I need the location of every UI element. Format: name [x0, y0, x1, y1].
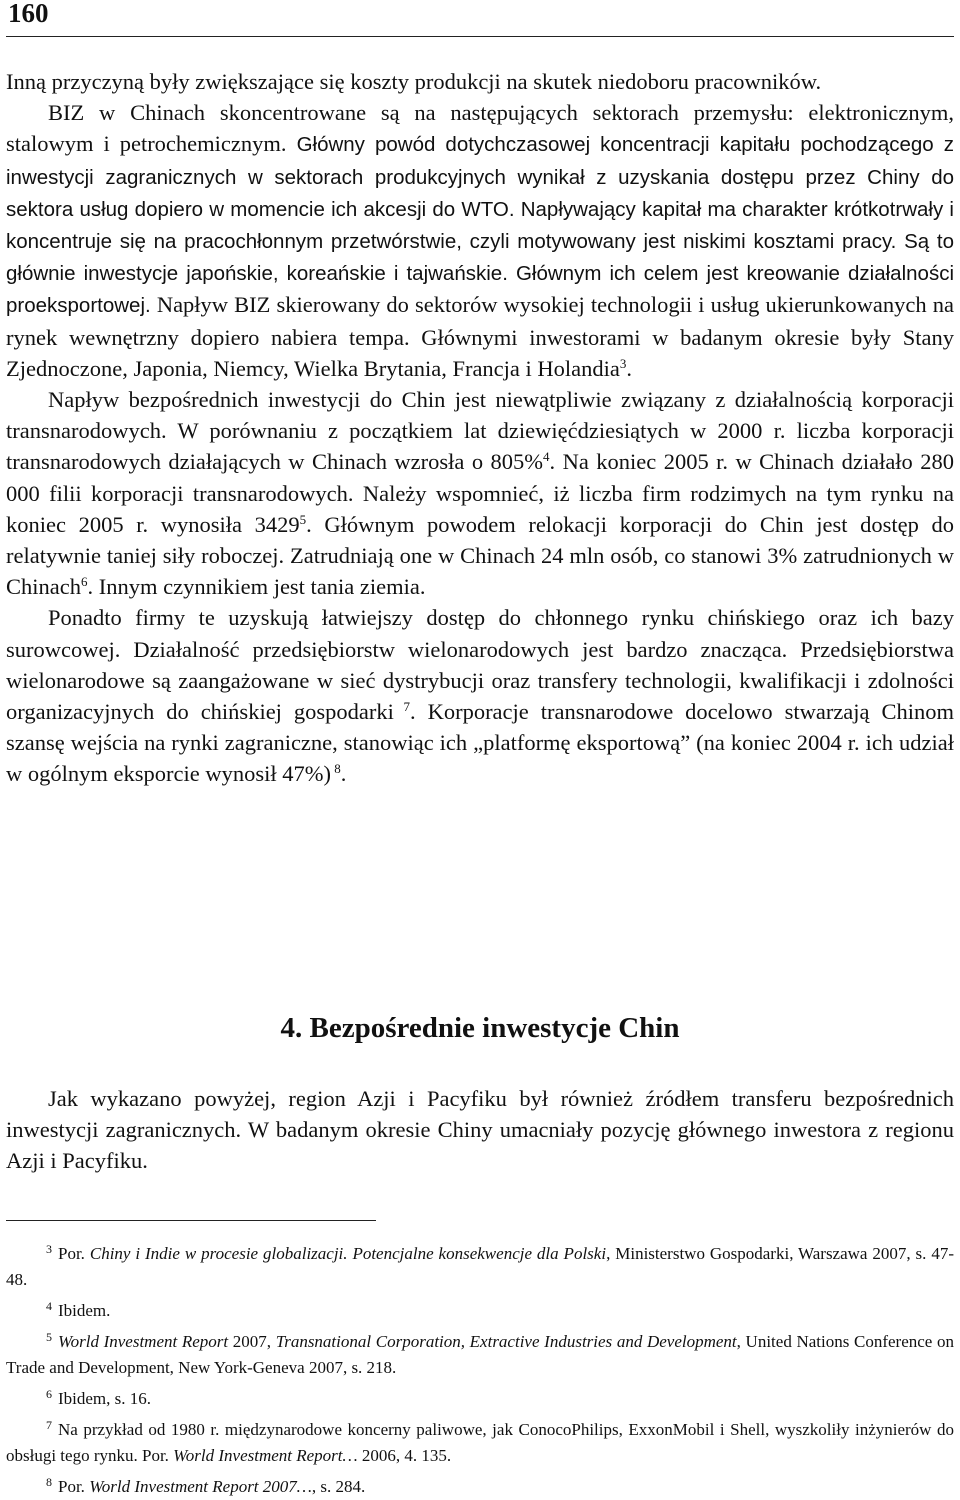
paragraph-4-text-b: . Korporacje transnarodowe docelowo stwarzają Chinom szansę wejścia na rynki zagraniczne, stanowiąc ich „platformę eksportową” (na koniec 2004 r. ich udział w ogólnym eksporcie wynosił 47%): [6, 699, 955, 787]
footnote-text: Por.: [58, 1477, 90, 1496]
footnote-text: 2007,: [228, 1332, 276, 1351]
footnote-title: World Investment Report 2007…: [89, 1477, 312, 1496]
paragraph-2-text-d: Napływający kapitał ma charakter krótkotrwały i koncentruje się na pracochłonnym przetwórstwie, czyli motywowany jest niskimi kosztami pracy. Są to głównie inwestycje japońskie, koreańskie i tajwańskie. Głównym ich celem jest kreowanie działalności proeksportowej.: [6, 197, 954, 318]
footnotes: [6, 1236, 954, 1500]
paragraph-3-text-b: . Na koniec 2005 r. w Chinach działało 280 000 filii korporacji transnarodowych. Należy wspomnieć, iż liczba firm rodzimych na tym rynku na koniec 2005 r. wynosiła 3429: [6, 449, 955, 537]
paragraph-2-text-a: BIZ w Chinach skoncentrowane są na następujących sektorach przemysłu: elektronicznym, stalowym i petrochemicznym.: [6, 100, 954, 157]
footnote-ref-8[interactable]: 8: [330, 761, 341, 777]
paragraph-3-text-c: . Głównym powodem relokacji korporacji do Chin jest dostęp do relatywnie taniej siły roboczej. Zatrudniają one w Chinach 24 mln osób, co stanowi 3% zatrudnionych w Chinach: [6, 511, 954, 600]
footnote-text: 2006, 4. 135.: [357, 1446, 452, 1465]
page-number: 160: [8, 0, 49, 28]
paragraph-2: [6, 97, 954, 384]
paragraph-2-end: .: [626, 355, 633, 381]
footnote-number: 3: [46, 1242, 52, 1256]
section-heading: 4. Bezpośrednie inwestycje Chin: [280, 1012, 680, 1044]
paragraph-3-text-a: Napływ bezpośrednich inwestycji do Chin jest niewątpliwie związany z działalnością korporacji transnarodowych. W porównaniu z początkiem lat dziewięćdziesiątych w 2000 r. liczba korporacji transnarodowych działających w Chinach wzrosła o 805%: [6, 387, 954, 475]
paragraph-3: [6, 384, 954, 602]
footnote-title: World Investment Report…: [173, 1446, 358, 1465]
footnote-ref-4[interactable]: 4: [543, 449, 550, 465]
footnote-text: , s. 284.: [311, 1477, 366, 1496]
section-paragraph: Jak wykazano powyżej, region Azji i Pacyfiku był również źródłem transferu bezpośrednich inwestycji zagranicznych. W badanym okresie Chiny umacniały pozycję głównego inwestora z regionu Azji i Pacyfiku.: [6, 1086, 954, 1174]
paragraph-3-text-d: . Innym czynnikiem jest tania ziemia.: [87, 574, 426, 600]
footnote-8: [6, 1469, 954, 1500]
footnote-ref-5[interactable]: 5: [299, 511, 307, 527]
page-header: [6, 0, 954, 37]
footnote-text: Na przykład od 1980 r. międzynarodowe koncerny paliwowe, jak ConocoPhilips, ExxonMobil i Shell, wyszkoliły inżynierów do obsługi tego rynku. Por.: [6, 1420, 954, 1465]
paragraph-4-text-a: Ponadto firmy te uzyskują łatwiejszy dostęp do chłonnego rynku chińskiego oraz ich bazy surowcowej. Działalność przedsiębiorstw wielonarodowych jest bardzo znacząca. Przedsiębiorstwa wielonarodowe są zaangażowane w sieć dystrybucji oraz transfery technologii, kwalifikacji i zdolności organizacyjnych do chińskiej gospodarki: [6, 605, 954, 725]
footnote-number: 6: [46, 1387, 52, 1401]
paragraph-1-text: Inną przyczyną były zwiększające się koszty produkcji na skutek niedoboru pracowników.: [6, 69, 822, 94]
footnote-6: [6, 1381, 954, 1412]
footnote-number: 5: [46, 1330, 52, 1344]
paragraph-4: [6, 602, 954, 789]
footnote-ref-3[interactable]: 3: [619, 355, 627, 371]
main-text: [6, 66, 954, 790]
footnote-number: 4: [46, 1299, 52, 1313]
paragraph-1: [6, 66, 954, 97]
paragraph-4-text-c: .: [340, 761, 347, 787]
footnote-title: Transnational Corporation, Extractive Industries and Development: [275, 1332, 737, 1351]
footnote-ref-6[interactable]: 6: [80, 574, 88, 590]
footnote-number: 7: [46, 1418, 52, 1432]
footnote-title: Chiny i Indie w procesie globalizacji. Potencjalne konsekwencje dla Polski: [89, 1244, 607, 1263]
footnote-text: Ibidem, s. 16.: [58, 1389, 152, 1408]
paragraph-2-text-e: Napływ BIZ skierowany do sektorów wysokiej technologii i usług ukierunkowanych na rynek wewnętrzny dopiero nabiera tempa. Głównymi inwestorami w badanym okresie były Stany Zjednoczone, Japonia, Niemcy, Wielka Brytania, Francja i Holandia: [6, 292, 954, 381]
section-body: [6, 1083, 954, 1177]
footnote-text: Por.: [58, 1244, 90, 1263]
footnote-title: World Investment Report: [58, 1332, 229, 1351]
footnote-ref-7[interactable]: 7: [393, 699, 410, 715]
paragraph-2-text-b: Główny powód dotychczasowej koncentracji kapitału pochodzącego z inwestycji zagranicznych w sektorach produkcyjnych wynikał z uzyskania dostępu przez Chiny do sektora usług dopiero w momencie ich akcesji do WTO.: [6, 133, 954, 221]
footnote-separator: [6, 1220, 376, 1221]
footnote-number: 8: [46, 1475, 52, 1489]
footnote-text: , United Nations Conference on Trade and Development, New York-Geneva 2007, s. 218.: [6, 1332, 954, 1377]
footnote-4: [6, 1293, 954, 1324]
footnote-3: [6, 1236, 954, 1293]
footnote-7: [6, 1412, 954, 1469]
footnote-text: , Ministerstwo Gospodarki, Warszawa 2007, s. 47-48.: [6, 1244, 954, 1289]
footnote-text: Ibidem.: [58, 1301, 111, 1320]
footnote-5: [6, 1324, 954, 1381]
